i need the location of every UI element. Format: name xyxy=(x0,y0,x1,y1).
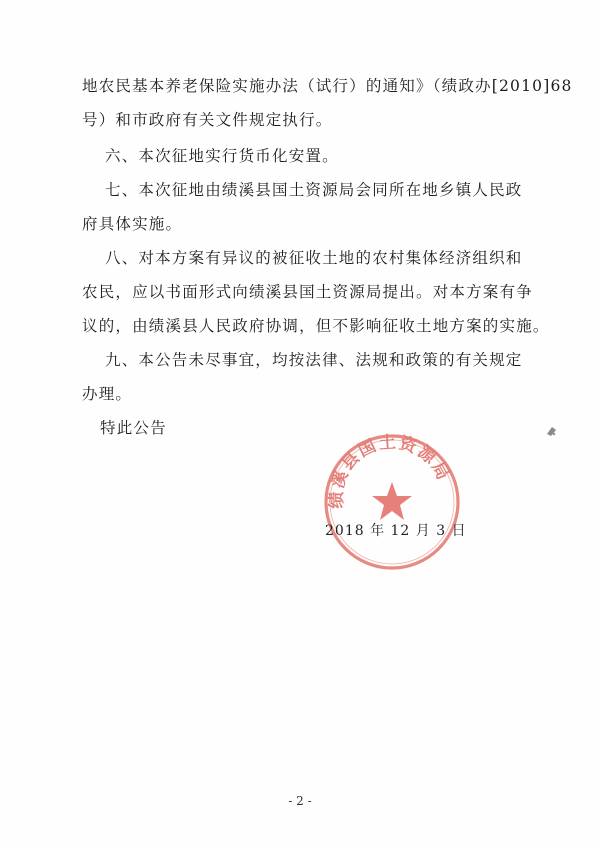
body-line-2: 号）和市政府有关文件规定执行。 xyxy=(82,111,333,129)
body-line-6: 八、对本方案有异议的被征收土地的农村集体经济组织和 xyxy=(105,249,523,267)
page-number: - 2 - xyxy=(288,794,312,808)
body-line-1: 地农民基本养老保险实施办法（试行）的通知》（绩政办[2010]68 xyxy=(82,77,573,95)
body-line-9: 九、本公告未尽事宜，均按法律、法规和政策的有关规定 xyxy=(105,351,523,369)
body-line-10: 办理。 xyxy=(82,385,133,403)
issue-date: 2018 年 12 月 3 日 xyxy=(325,523,467,539)
body-line-8: 议的，由绩溪县人民政府协调，但不影响征收土地方案的实施。 xyxy=(82,317,550,335)
body-line-5: 府具体实施。 xyxy=(82,215,183,233)
scan-speck-icon xyxy=(545,424,559,438)
seal-star-icon xyxy=(372,482,412,520)
body-line-3: 六、本次征地实行货币化安置。 xyxy=(105,147,339,165)
body-line-7: 农民，应以书面形式向绩溪县国土资源局提出。对本方案有争 xyxy=(82,283,533,301)
body-line-4: 七、本次征地由绩溪县国土资源局会同所在地乡镇人民政 xyxy=(105,181,523,199)
official-seal xyxy=(322,432,462,572)
seal-text: 绩溪县国土资源局 xyxy=(326,432,454,509)
closing-phrase: 特此公告 xyxy=(100,419,167,437)
